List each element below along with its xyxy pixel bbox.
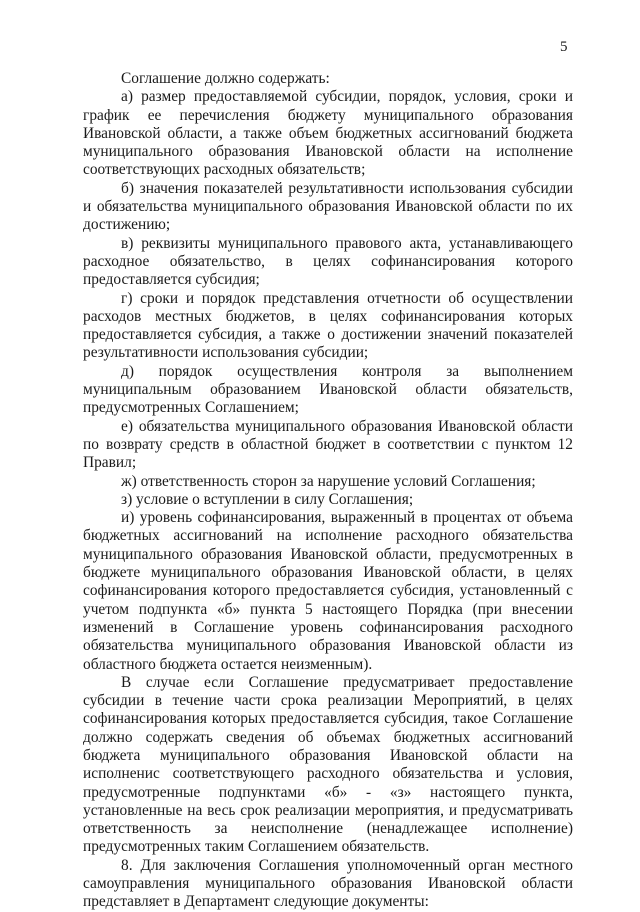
paragraph-item-g: г) сроки и порядок представления отчетности об осуществлении расходов местных бюджетов, в целях софинансирования которых предоставляется субсидия, а также о достижении значений показателей результативности использования субсидии; [83, 289, 573, 362]
paragraph-item-zh: ж) ответственность сторон за нарушение условий Соглашения; [121, 472, 536, 490]
paragraph-item-b: б) значения показателей результативности использования субсидии и обязательства муниципального образования Ивановской области по их достижению; [83, 179, 573, 234]
paragraph-item-e: е) обязательства муниципального образования Ивановской области по возврату средств в областной бюджет в соответствии с пунктом 12 Правил; [83, 417, 573, 472]
paragraph-item-z: з) условие о вступлении в силу Соглашения; [121, 490, 414, 508]
page-number: 5 [560, 39, 568, 55]
paragraph-item-d: д) порядок осуществления контроля за выполнением муниципальным образованием Ивановской области обязательств, предусмотренных Соглашением; [83, 362, 573, 417]
paragraph-item-a: а) размер предоставляемой субсидии, порядок, условия, сроки и график ее перечисления бюджету муниципального образования Ивановской области, а также объем бюджетных ассигнований бюджета муниципального образования Ивановской области на исполнение соответствующих расходных обязательств; [83, 88, 573, 179]
paragraph-item-i: и) уровень софинансирования, выраженный в процентах от объема бюджетных ассигнований на исполнение расходного обязательства муниципального образования Ивановской области, предусмотренных в бюджете муниципального образования Ивановской области, в целях софинансирования которого предоставляется субсидия, установленный с учетом подпункта «б» пункта 5 настоящего Порядка (при внесении изменений в Соглашение уровень софинансирования расходного обязательства муниципального образования Ивановской области из областного бюджета остается неизменным). [83, 509, 573, 673]
paragraph-item-v: в) реквизиты муниципального правового акта, устанавливающего расходное обязательство, в целях софинансирования которого предоставляется субсидия; [83, 234, 573, 289]
document-body [83, 70, 573, 912]
paragraph-partial-term: В случае если Соглашение предусматривает предоставление субсидии в течение части срока реализации Мероприятий, в целях софинансирования которых предоставляется субсидия, такое Соглашение должно содержать сведения об объемах бюджетных ассигнований бюджета муниципального образования Ивановской области на исполненис соответствующего расходного обязательства и условия, предусмотренные подпунктами «б» - «з» настоящего пункта, установленные на весь срок реализации мероприятия, и предусматривать ответственность за неисполнение (ненадлежащее исполнение) предусмотренных таким Соглашением обязательств. [83, 673, 573, 856]
paragraph-section-8: 8. Для заключения Соглашения уполномоченный орган местного самоуправления муниципального образования Ивановской области представляет в Департамент следующие документы: [83, 856, 573, 911]
paragraph-intro: Соглашение должно содержать: [121, 70, 330, 87]
